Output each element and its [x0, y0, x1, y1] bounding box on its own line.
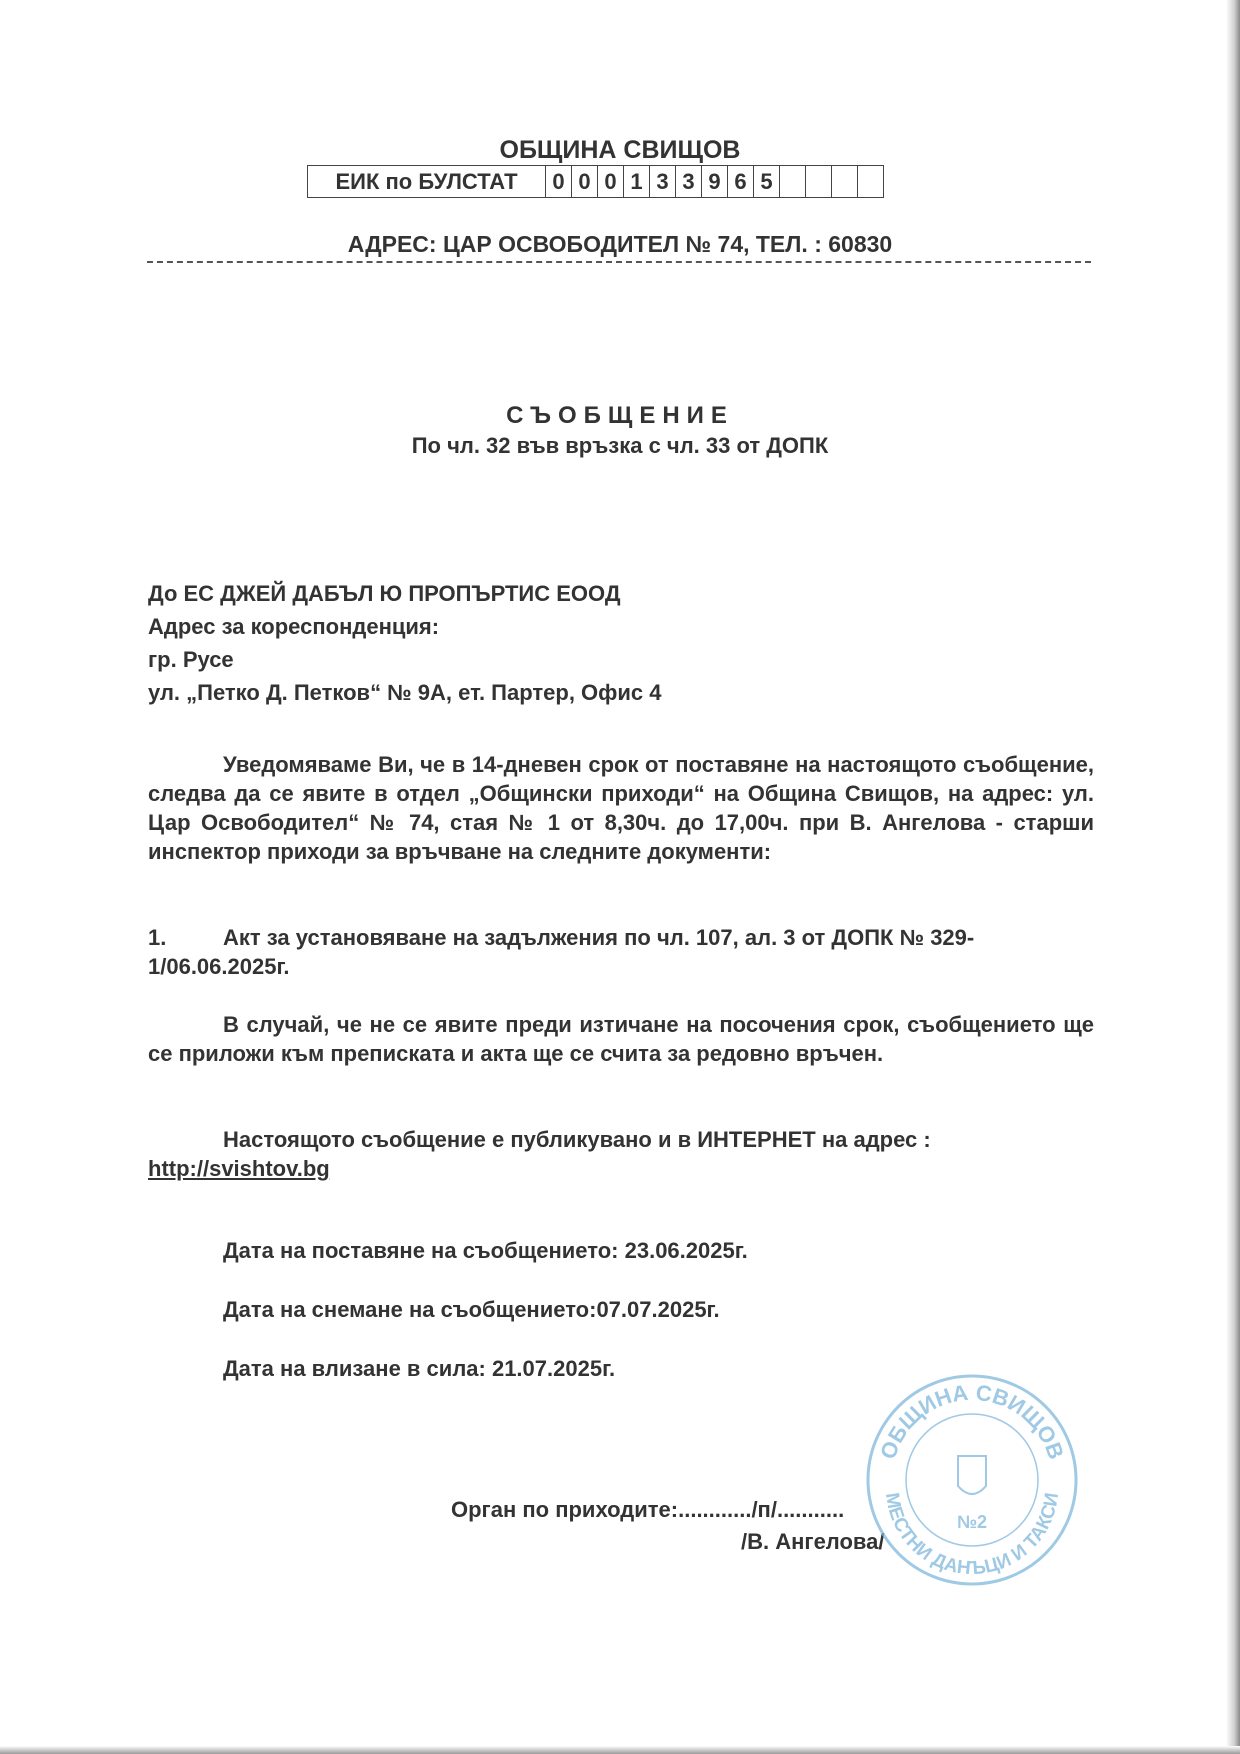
paragraph-1-text: Уведомяваме Ви, че в 14-дневен срок от поставяне на настоящото съобщение, следва да се явите в отдел „Общински приходи“ на Община Свищов, на адрес: ул. Цар Освободител“ № 74, стая № 1 от 8,30ч. до 17,00ч. при В. Ангелова - старши инспектор приходи за връчване на следните документи: — [148, 752, 1094, 864]
eik-digit: 0 — [572, 166, 598, 198]
stamp-bottom-text: МЕСТНИ ДАНЪЦИ И ТАКСИ — [880, 1491, 1064, 1580]
eik-digit: 1 — [624, 166, 650, 198]
notice-subtitle: По чл. 32 във връзка с чл. 33 от ДОПК — [411, 433, 829, 458]
eik-digit-empty — [780, 166, 806, 198]
list-item-text: Акт за установяване на задължения по чл. 107, ал. 3 от ДОПК № 329-1/06.06.2025г. — [148, 925, 975, 979]
eik-digit: 3 — [676, 166, 702, 198]
paragraph-3-text: Настоящото съобщение е публикувано и в ИНТЕРНЕТ на адрес : — [223, 1127, 931, 1152]
eik-digit: 5 — [754, 166, 780, 198]
signatory-name: /В. Ангелова/ — [741, 1529, 885, 1554]
notice-paragraph-3 — [148, 1125, 1094, 1183]
eik-digit-empty — [858, 166, 884, 198]
scan-edge-shadow-bottom — [0, 1746, 1240, 1754]
eik-digit-empty — [832, 166, 858, 198]
recipient-city: гр. Русе — [148, 647, 234, 672]
date-posted: Дата на поставяне на съобщението: 23.06.2025г. — [223, 1238, 748, 1263]
notice-paragraph-2 — [148, 1010, 1094, 1068]
eik-digit: 3 — [650, 166, 676, 198]
svg-text:МЕСТНИ ДАНЪЦИ И ТАКСИ — [881, 1491, 1063, 1579]
scan-edge-shadow — [1226, 0, 1240, 1754]
eik-digit: 0 — [546, 166, 572, 198]
website-link[interactable]: http://svishtov.bg — [148, 1156, 330, 1181]
dashed-divider — [147, 261, 1091, 263]
crest-icon — [958, 1456, 986, 1494]
eik-digit-empty — [806, 166, 832, 198]
list-item-number: 1. — [148, 925, 167, 950]
date-effective: Дата на влизане в сила: 21.07.2025г. — [223, 1356, 616, 1381]
organization-address: АДРЕС: ЦАР ОСВОБОДИТЕЛ № 74, ТЕЛ. : 60830 — [347, 231, 893, 257]
recipient-name: До ЕС ДЖЕЙ ДАБЪЛ Ю ПРОПЪРТИС ЕООД — [148, 581, 621, 606]
notice-title: СЪОБЩЕНИЕ — [506, 402, 734, 429]
eik-digit: 0 — [598, 166, 624, 198]
recipient-street: ул. „Петко Д. Петков“ № 9А, ет. Партер, Офис 4 — [148, 680, 662, 705]
date-removed: Дата на снемане на съобщението:07.07.2025г. — [223, 1297, 720, 1322]
eik-label: ЕИК по БУЛСТАТ — [308, 166, 546, 198]
signature-line: Орган по приходите:............/п/........... — [451, 1497, 845, 1522]
recipient-address-label: Адрес за кореспонденция: — [148, 614, 440, 639]
eik-table — [307, 165, 884, 198]
eik-digit: 6 — [728, 166, 754, 198]
recipient-block — [148, 577, 662, 709]
paragraph-2-text: В случай, че не се явите преди изтичане на посочения срок, съобщението ще се приложи към преписката и акта ще се счита за редовно връчен. — [148, 1012, 1094, 1066]
organization-name: ОБЩИНА СВИЩОВ — [499, 136, 741, 164]
official-stamp — [862, 1370, 1082, 1590]
stamp-number: №2 — [956, 1512, 988, 1532]
document-list-item — [148, 923, 1094, 981]
svg-text:ОБЩИНА СВИЩОВ — [875, 1380, 1069, 1463]
notice-paragraph-1 — [148, 750, 1094, 866]
stamp-top-text: ОБЩИНА СВИЩОВ — [875, 1379, 1069, 1463]
eik-digit: 9 — [702, 166, 728, 198]
